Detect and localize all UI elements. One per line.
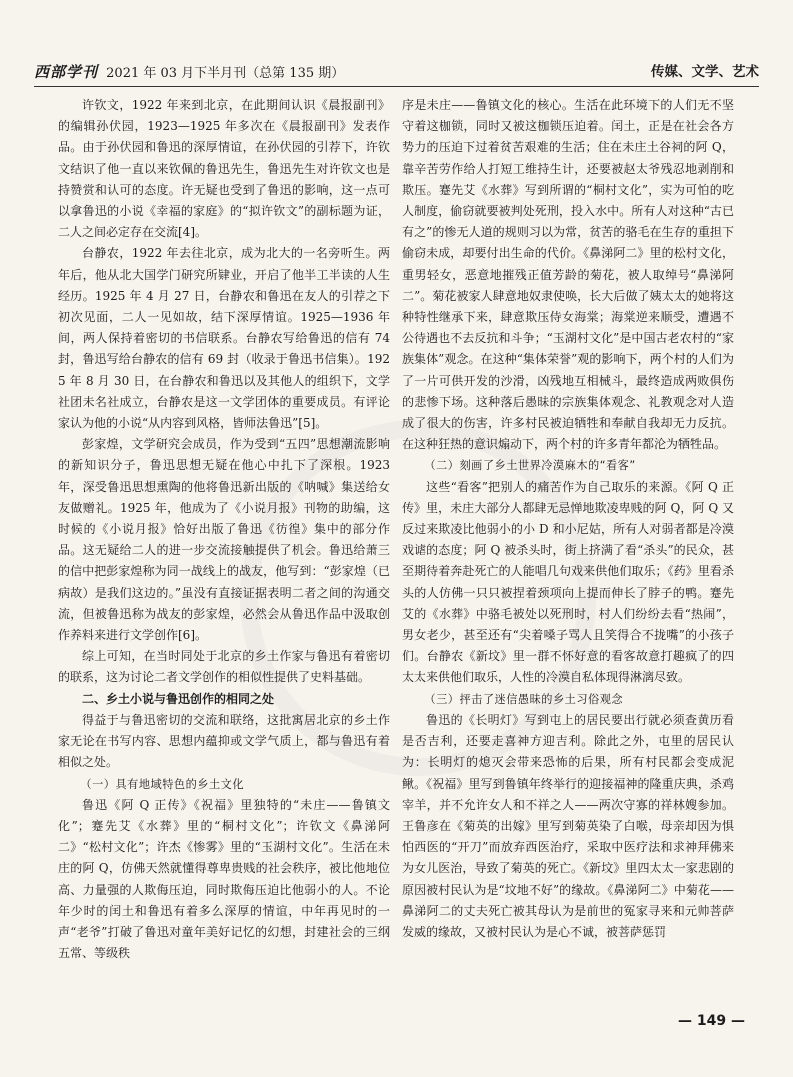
issue-info: 2021 年 03 月下半月刊（总第 135 期）: [106, 66, 345, 81]
paragraph: 这些“看客”把别人的痛苦作为自己取乐的来源。《阿 Q 正传》里，未庄大部分人都肆无忌惮地欺凌卑贱的阿 Q，阿 Q 又反过来欺凌比他弱小的小 D 和小尼姑，所有人对弱者都是冷漠戏谑的态度；阿 Q 被杀头时，街上挤满了看“杀头”的民众，甚至期待着奔赴死亡的人能唱几句戏来供他们取乐；《药》里看杀头的人仿佛一只只被捏着颈项向上提而伸长了脖子的鸭。蹇先艾的《水葬》中骆毛被处以死刑时，村人们纷纷去看“热闹”，男女老少，甚至还有“尖着嗓子骂人且笑得合不拢嘴”的小孩子们。台静农《新坟》里一群不怀好意的看客故意打趣疯了的四太太来供他们取乐，人性的冷漠自私体现得淋漓尽致。: [402, 479, 734, 685]
page-header: [34, 0, 759, 87]
paragraph: 彭家煌，文学研究会成员，作为受到“五四”思想潮流影响的新知识分子，鲁迅思想无疑在他心中扎下了深根。1923 年，深受鲁迅思想熏陶的他将鲁迅新出版的《呐喊》集送给女友做赠礼。1925 年，他成为了《小说月报》刊物的助编，这时候的《小说月报》恰好出版了鲁迅《彷徨》集中的部分作品。这无疑给二人的进一步交流接触提供了机会。鲁迅给萧三的信中把彭家煌称为同一战线上的战友，他写到：“彭家煌（已病故）是我们这边的。”虽没有直接证据表明二者之间的沟通交流，但被鲁迅称为战友的彭家煌，必然会从鲁迅作品中汲取创作养料来进行文学创作[6]。: [58, 437, 390, 643]
journal-issue-line: [34, 61, 344, 82]
left-column: [58, 95, 390, 964]
paragraph: 鲁迅《阿 Q 正传》《祝福》里独特的“未庄——鲁镇文化”；蹇先艾《水葬》里的“桐村文化”；许钦文《鼻涕阿二》“松村文化”；许杰《惨雾》里的“玉湖村文化”。生活在未庄的阿 Q，仿佛天然就懂得尊卑贵贱的社会秩序，被比他地位高、力量强的人欺侮压迫，同时欺侮压迫比他弱小的人。不论年少时的闰土和鲁迅有着多么深厚的情谊，中年再见时的一声“老爷”打破了鲁迅对童年美好记忆的幻想，封建社会的三纲五常、等级秩: [58, 797, 390, 961]
section-heading: 二、乡土小说与鲁迅创作的相同之处: [82, 691, 275, 706]
journal-masthead: 西部学刊: [34, 63, 99, 81]
subsection-heading: （二）刻画了乡土世界冷漠麻木的“看客”: [424, 459, 636, 473]
paragraph: 鲁迅的《长明灯》写到屯上的居民要出行就必须查黄历看是否吉利，还要走喜神方迎吉利。除此之外，屯里的居民认为：长明灯的熄灭会带来恐怖的后果，所有村民都会变成泥鳅。《祝福》里写到鲁镇年终举行的迎接福神的隆重庆典，杀鸡宰羊，并不允许女人和不祥之人——两次守寡的祥林嫂参加。王鲁彦在《菊英的出嫁》里写到菊英染了白喉，母亲却因为惧怕西医的“开刀”而放弃西医治疗，采取中医疗法和求神拜佛来为女儿医治，导致了菊英的死亡。《新坟》里四太太一家悲剧的原因被村民认为是“坟地不好”的缘故。《鼻涕阿二》中菊花——鼻涕阿二的丈夫死亡被其母认为是前世的冤家寻来和元帅菩萨发威的缘故，又被村民认为是心不诚，被菩萨惩罚: [402, 712, 734, 939]
paragraph: 综上可知，在当时同处于北京的乡土作家与鲁迅有着密切的联系，这为讨论二者文学创作的相似性提供了史料基础。: [58, 649, 390, 685]
subsection-heading: （一）具有地域特色的乡土文化: [80, 777, 245, 791]
paragraph: 得益于与鲁迅密切的交流和联络，这批寓居北京的乡土作家无论在书写内容、思想内蕴抑或文学气质上，都与鲁迅有着相似之处。: [58, 712, 390, 770]
right-column: [402, 95, 734, 943]
page-number: — 149 —: [678, 1013, 745, 1029]
paragraph: 台静农，1922 年去往北京，成为北大的一名旁听生。两年后，他从北大国学门研究所肄业，开启了他半工半读的人生经历。1925 年 4 月 27 日，台静农和鲁迅在友人的引荐之下初次见面，二人一见如故，结下深厚情谊。1925—1936 年间，两人保持着密切的书信联系。台静农写给鲁迅的信有 74 封，鲁迅写给台静农的信有 69 封（收录于鲁迅书信集）。1925 年 8 月 30 日，在台静农和鲁迅以及其他人的组织下，文学社团未名社成立，台静农是这一文学团体的重要成员。有评论家认为他的小说“从内容到风格，皆师法鲁迅”[5]。: [58, 246, 390, 431]
paragraph: 序是未庄——鲁镇文化的核心。生活在此环境下的人们无不坚守着这枷锁，同时又被这枷锁压迫着。闰土，正是在社会各方势力的压迫下过着贫苦艰难的生活；住在未庄土谷祠的阿 Q，靠辛苦劳作给人打短工维持生计，还要被赵太爷残忍地剥削和欺压。蹇先艾《水葬》写到所谓的“桐村文化”，实为可怕的吃人制度，偷窃就要被判处死刑，投入水中。所有人对这种“古已有之”的惨无人道的规则习以为常，贫苦的骆毛在生存的重担下偷窃未成，却要付出生命的代价。《鼻涕阿二》里的松村文化，重男轻女，恶意地摧残正值芳龄的菊花，被人取绰号“鼻涕阿二”。菊花被家人肆意地奴隶使唤，长大后做了姨太太的她将这种特性继承下来，肆意欺压侍女海棠；海棠逆来顺受，遭遇不公待遇也不去反抗和斗争；“玉湖村文化”是中国古老农村的“家族集体”观念。在这种“集体荣誉”观的影响下，两个村的人们为了一片可供开发的沙滑，凶残地互相械斗，最终造成两败俱伤的悲惨下场。这种落后愚昧的宗族集体观念、礼教观念对人造成了很大的伤害，许多村民被迫牺牲和奉献自我却无力反抗。在这种狂热的意识煽动下，两个村的许多青年都沦为牺牲品。: [402, 98, 734, 452]
section-title: 传媒、文学、艺术: [651, 64, 759, 80]
subsection-heading: （三）抨击了迷信愚昧的乡土习俗观念: [424, 692, 624, 706]
paragraph: 许钦文，1922 年来到北京，在此期间认识《晨报副刊》的编辑孙伏园，1923—1925 年多次在《晨报副刊》发表作品。由于孙伏园和鲁迅的深厚情谊，在孙伏园的引荐下，许钦文结识了他一直以来钦佩的鲁迅先生，鲁迅先生对许钦文也是持赞赏和认可的态度。许无疑也受到了鲁迅的影响，这一点可以拿鲁迅的小说《幸福的家庭》的“拟许钦文”的副标题为证，二人之间必定存在交流[4]。: [58, 98, 390, 240]
